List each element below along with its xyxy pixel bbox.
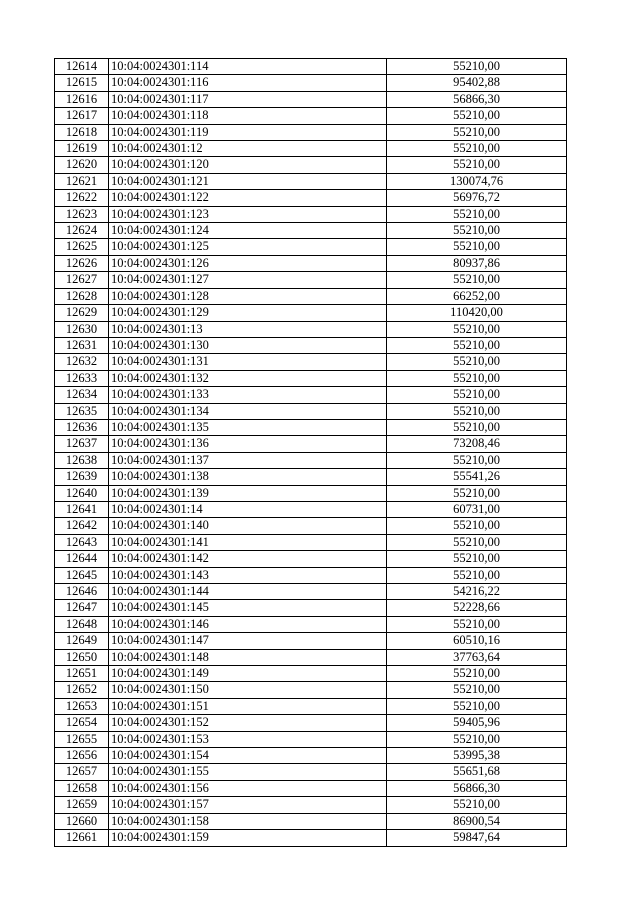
cadastral-number-cell: 10:04:0024301:150 [109, 682, 387, 698]
cadastral-number-cell: 10:04:0024301:136 [109, 436, 387, 452]
cadastral-number-cell: 10:04:0024301:117 [109, 91, 387, 107]
table-row [55, 551, 567, 567]
value-cell: 95402,88 [387, 75, 567, 91]
table-row [55, 75, 567, 91]
cadastral-number-cell: 10:04:0024301:144 [109, 584, 387, 600]
table-row [55, 91, 567, 107]
value-cell: 55210,00 [387, 370, 567, 386]
table-row [55, 337, 567, 353]
value-cell: 55210,00 [387, 567, 567, 583]
value-cell: 56866,30 [387, 780, 567, 796]
value-cell: 55210,00 [387, 387, 567, 403]
value-cell: 59405,96 [387, 715, 567, 731]
table-row [55, 255, 567, 271]
value-cell: 80937,86 [387, 255, 567, 271]
row-number-cell: 12635 [55, 403, 109, 419]
cadastral-number-cell: 10:04:0024301:139 [109, 485, 387, 501]
value-cell: 110420,00 [387, 305, 567, 321]
cadastral-number-cell: 10:04:0024301:120 [109, 157, 387, 173]
table-row [55, 321, 567, 337]
row-number-cell: 12625 [55, 239, 109, 255]
value-cell: 55541,26 [387, 469, 567, 485]
cadastral-number-cell: 10:04:0024301:12 [109, 141, 387, 157]
table-body [55, 59, 567, 847]
cadastral-number-cell: 10:04:0024301:124 [109, 223, 387, 239]
row-number-cell: 12651 [55, 666, 109, 682]
value-cell: 55651,68 [387, 764, 567, 780]
table-row [55, 354, 567, 370]
row-number-cell: 12638 [55, 452, 109, 468]
table-row [55, 157, 567, 173]
table-row [55, 272, 567, 288]
value-cell: 55210,00 [387, 124, 567, 140]
row-number-cell: 12622 [55, 190, 109, 206]
cadastral-number-cell: 10:04:0024301:152 [109, 715, 387, 731]
row-number-cell: 12646 [55, 584, 109, 600]
row-number-cell: 12637 [55, 436, 109, 452]
row-number-cell: 12616 [55, 91, 109, 107]
value-cell: 130074,76 [387, 173, 567, 189]
cadastral-number-cell: 10:04:0024301:142 [109, 551, 387, 567]
table-row [55, 666, 567, 682]
value-cell: 60731,00 [387, 501, 567, 517]
row-number-cell: 12642 [55, 518, 109, 534]
row-number-cell: 12627 [55, 272, 109, 288]
value-cell: 55210,00 [387, 518, 567, 534]
row-number-cell: 12660 [55, 813, 109, 829]
cadastral-number-cell: 10:04:0024301:145 [109, 600, 387, 616]
cadastral-number-cell: 10:04:0024301:119 [109, 124, 387, 140]
cadastral-number-cell: 10:04:0024301:14 [109, 501, 387, 517]
row-number-cell: 12632 [55, 354, 109, 370]
cadastral-number-cell: 10:04:0024301:147 [109, 633, 387, 649]
row-number-cell: 12629 [55, 305, 109, 321]
row-number-cell: 12644 [55, 551, 109, 567]
row-number-cell: 12619 [55, 141, 109, 157]
table-row [55, 698, 567, 714]
table-row [55, 715, 567, 731]
value-cell: 55210,00 [387, 272, 567, 288]
cadastral-number-cell: 10:04:0024301:137 [109, 452, 387, 468]
cadastral-number-cell: 10:04:0024301:157 [109, 797, 387, 813]
row-number-cell: 12628 [55, 288, 109, 304]
row-number-cell: 12624 [55, 223, 109, 239]
row-number-cell: 12643 [55, 534, 109, 550]
value-cell: 55210,00 [387, 157, 567, 173]
row-number-cell: 12626 [55, 255, 109, 271]
row-number-cell: 12647 [55, 600, 109, 616]
value-cell: 55210,00 [387, 337, 567, 353]
cadastral-number-cell: 10:04:0024301:116 [109, 75, 387, 91]
value-cell: 55210,00 [387, 666, 567, 682]
table-row [55, 452, 567, 468]
row-number-cell: 12657 [55, 764, 109, 780]
cadastral-number-cell: 10:04:0024301:121 [109, 173, 387, 189]
row-number-cell: 12623 [55, 206, 109, 222]
value-cell: 55210,00 [387, 321, 567, 337]
value-cell: 60510,16 [387, 633, 567, 649]
table-row [55, 387, 567, 403]
cadastral-number-cell: 10:04:0024301:135 [109, 419, 387, 435]
table-row [55, 108, 567, 124]
row-number-cell: 12634 [55, 387, 109, 403]
cadastral-number-cell: 10:04:0024301:148 [109, 649, 387, 665]
table-row [55, 370, 567, 386]
value-cell: 55210,00 [387, 731, 567, 747]
value-cell: 53995,38 [387, 748, 567, 764]
table-row [55, 748, 567, 764]
table-row [55, 59, 567, 75]
row-number-cell: 12649 [55, 633, 109, 649]
row-number-cell: 12648 [55, 616, 109, 632]
cadastral-number-cell: 10:04:0024301:128 [109, 288, 387, 304]
value-cell: 55210,00 [387, 206, 567, 222]
table-row [55, 206, 567, 222]
row-number-cell: 12641 [55, 501, 109, 517]
row-number-cell: 12633 [55, 370, 109, 386]
cadastral-number-cell: 10:04:0024301:154 [109, 748, 387, 764]
row-number-cell: 12620 [55, 157, 109, 173]
document-page [54, 58, 566, 847]
row-number-cell: 12658 [55, 780, 109, 796]
value-cell: 55210,00 [387, 239, 567, 255]
value-cell: 55210,00 [387, 452, 567, 468]
row-number-cell: 12654 [55, 715, 109, 731]
table-row [55, 600, 567, 616]
row-number-cell: 12655 [55, 731, 109, 747]
table-row [55, 764, 567, 780]
value-cell: 55210,00 [387, 485, 567, 501]
cadastral-number-cell: 10:04:0024301:138 [109, 469, 387, 485]
value-cell: 55210,00 [387, 354, 567, 370]
cadastral-number-cell: 10:04:0024301:134 [109, 403, 387, 419]
table-row [55, 173, 567, 189]
value-cell: 86900,54 [387, 813, 567, 829]
value-cell: 73208,46 [387, 436, 567, 452]
table-row [55, 649, 567, 665]
value-cell: 55210,00 [387, 797, 567, 813]
value-cell: 56866,30 [387, 91, 567, 107]
table-row [55, 731, 567, 747]
row-number-cell: 12615 [55, 75, 109, 91]
cadastral-number-cell: 10:04:0024301:146 [109, 616, 387, 632]
value-cell: 55210,00 [387, 682, 567, 698]
cadastral-number-cell: 10:04:0024301:156 [109, 780, 387, 796]
table-row [55, 436, 567, 452]
table-row [55, 239, 567, 255]
table-row [55, 780, 567, 796]
cadastral-number-cell: 10:04:0024301:127 [109, 272, 387, 288]
value-cell: 52228,66 [387, 600, 567, 616]
cadastral-number-cell: 10:04:0024301:153 [109, 731, 387, 747]
table-row [55, 223, 567, 239]
table-row [55, 682, 567, 698]
row-number-cell: 12630 [55, 321, 109, 337]
row-number-cell: 12652 [55, 682, 109, 698]
cadastral-number-cell: 10:04:0024301:126 [109, 255, 387, 271]
table-row [55, 518, 567, 534]
value-cell: 55210,00 [387, 108, 567, 124]
row-number-cell: 12639 [55, 469, 109, 485]
value-cell: 55210,00 [387, 403, 567, 419]
cadastral-number-cell: 10:04:0024301:151 [109, 698, 387, 714]
value-cell: 56976,72 [387, 190, 567, 206]
table-row [55, 469, 567, 485]
table-row [55, 190, 567, 206]
row-number-cell: 12659 [55, 797, 109, 813]
value-cell: 55210,00 [387, 59, 567, 75]
table-row [55, 485, 567, 501]
value-cell: 55210,00 [387, 551, 567, 567]
row-number-cell: 12631 [55, 337, 109, 353]
value-cell: 37763,64 [387, 649, 567, 665]
table-row [55, 813, 567, 829]
cadastral-number-cell: 10:04:0024301:13 [109, 321, 387, 337]
value-cell: 54216,22 [387, 584, 567, 600]
table-row [55, 534, 567, 550]
table-row [55, 288, 567, 304]
table-row [55, 403, 567, 419]
row-number-cell: 12653 [55, 698, 109, 714]
value-cell: 55210,00 [387, 141, 567, 157]
cadastral-number-cell: 10:04:0024301:140 [109, 518, 387, 534]
row-number-cell: 12621 [55, 173, 109, 189]
cadastral-number-cell: 10:04:0024301:130 [109, 337, 387, 353]
value-cell: 55210,00 [387, 534, 567, 550]
cadastral-number-cell: 10:04:0024301:131 [109, 354, 387, 370]
row-number-cell: 12636 [55, 419, 109, 435]
row-number-cell: 12645 [55, 567, 109, 583]
table-row [55, 141, 567, 157]
cadastral-number-cell: 10:04:0024301:123 [109, 206, 387, 222]
cadastral-number-cell: 10:04:0024301:122 [109, 190, 387, 206]
data-table [54, 58, 567, 847]
cadastral-number-cell: 10:04:0024301:155 [109, 764, 387, 780]
cadastral-number-cell: 10:04:0024301:158 [109, 813, 387, 829]
cadastral-number-cell: 10:04:0024301:125 [109, 239, 387, 255]
table-row [55, 419, 567, 435]
table-row [55, 616, 567, 632]
value-cell: 66252,00 [387, 288, 567, 304]
value-cell: 55210,00 [387, 616, 567, 632]
cadastral-number-cell: 10:04:0024301:143 [109, 567, 387, 583]
value-cell: 55210,00 [387, 223, 567, 239]
table-row [55, 305, 567, 321]
value-cell: 55210,00 [387, 419, 567, 435]
row-number-cell: 12640 [55, 485, 109, 501]
value-cell: 55210,00 [387, 698, 567, 714]
cadastral-number-cell: 10:04:0024301:118 [109, 108, 387, 124]
table-row [55, 584, 567, 600]
row-number-cell: 12618 [55, 124, 109, 140]
table-row [55, 501, 567, 517]
cadastral-number-cell: 10:04:0024301:114 [109, 59, 387, 75]
cadastral-number-cell: 10:04:0024301:141 [109, 534, 387, 550]
cadastral-number-cell: 10:04:0024301:133 [109, 387, 387, 403]
row-number-cell: 12661 [55, 830, 109, 846]
table-row [55, 797, 567, 813]
cadastral-number-cell: 10:04:0024301:149 [109, 666, 387, 682]
row-number-cell: 12617 [55, 108, 109, 124]
cadastral-number-cell: 10:04:0024301:159 [109, 830, 387, 846]
row-number-cell: 12650 [55, 649, 109, 665]
value-cell: 59847,64 [387, 830, 567, 846]
table-row [55, 124, 567, 140]
row-number-cell: 12656 [55, 748, 109, 764]
row-number-cell: 12614 [55, 59, 109, 75]
cadastral-number-cell: 10:04:0024301:129 [109, 305, 387, 321]
cadastral-number-cell: 10:04:0024301:132 [109, 370, 387, 386]
table-row [55, 633, 567, 649]
table-row [55, 567, 567, 583]
table-row [55, 830, 567, 846]
